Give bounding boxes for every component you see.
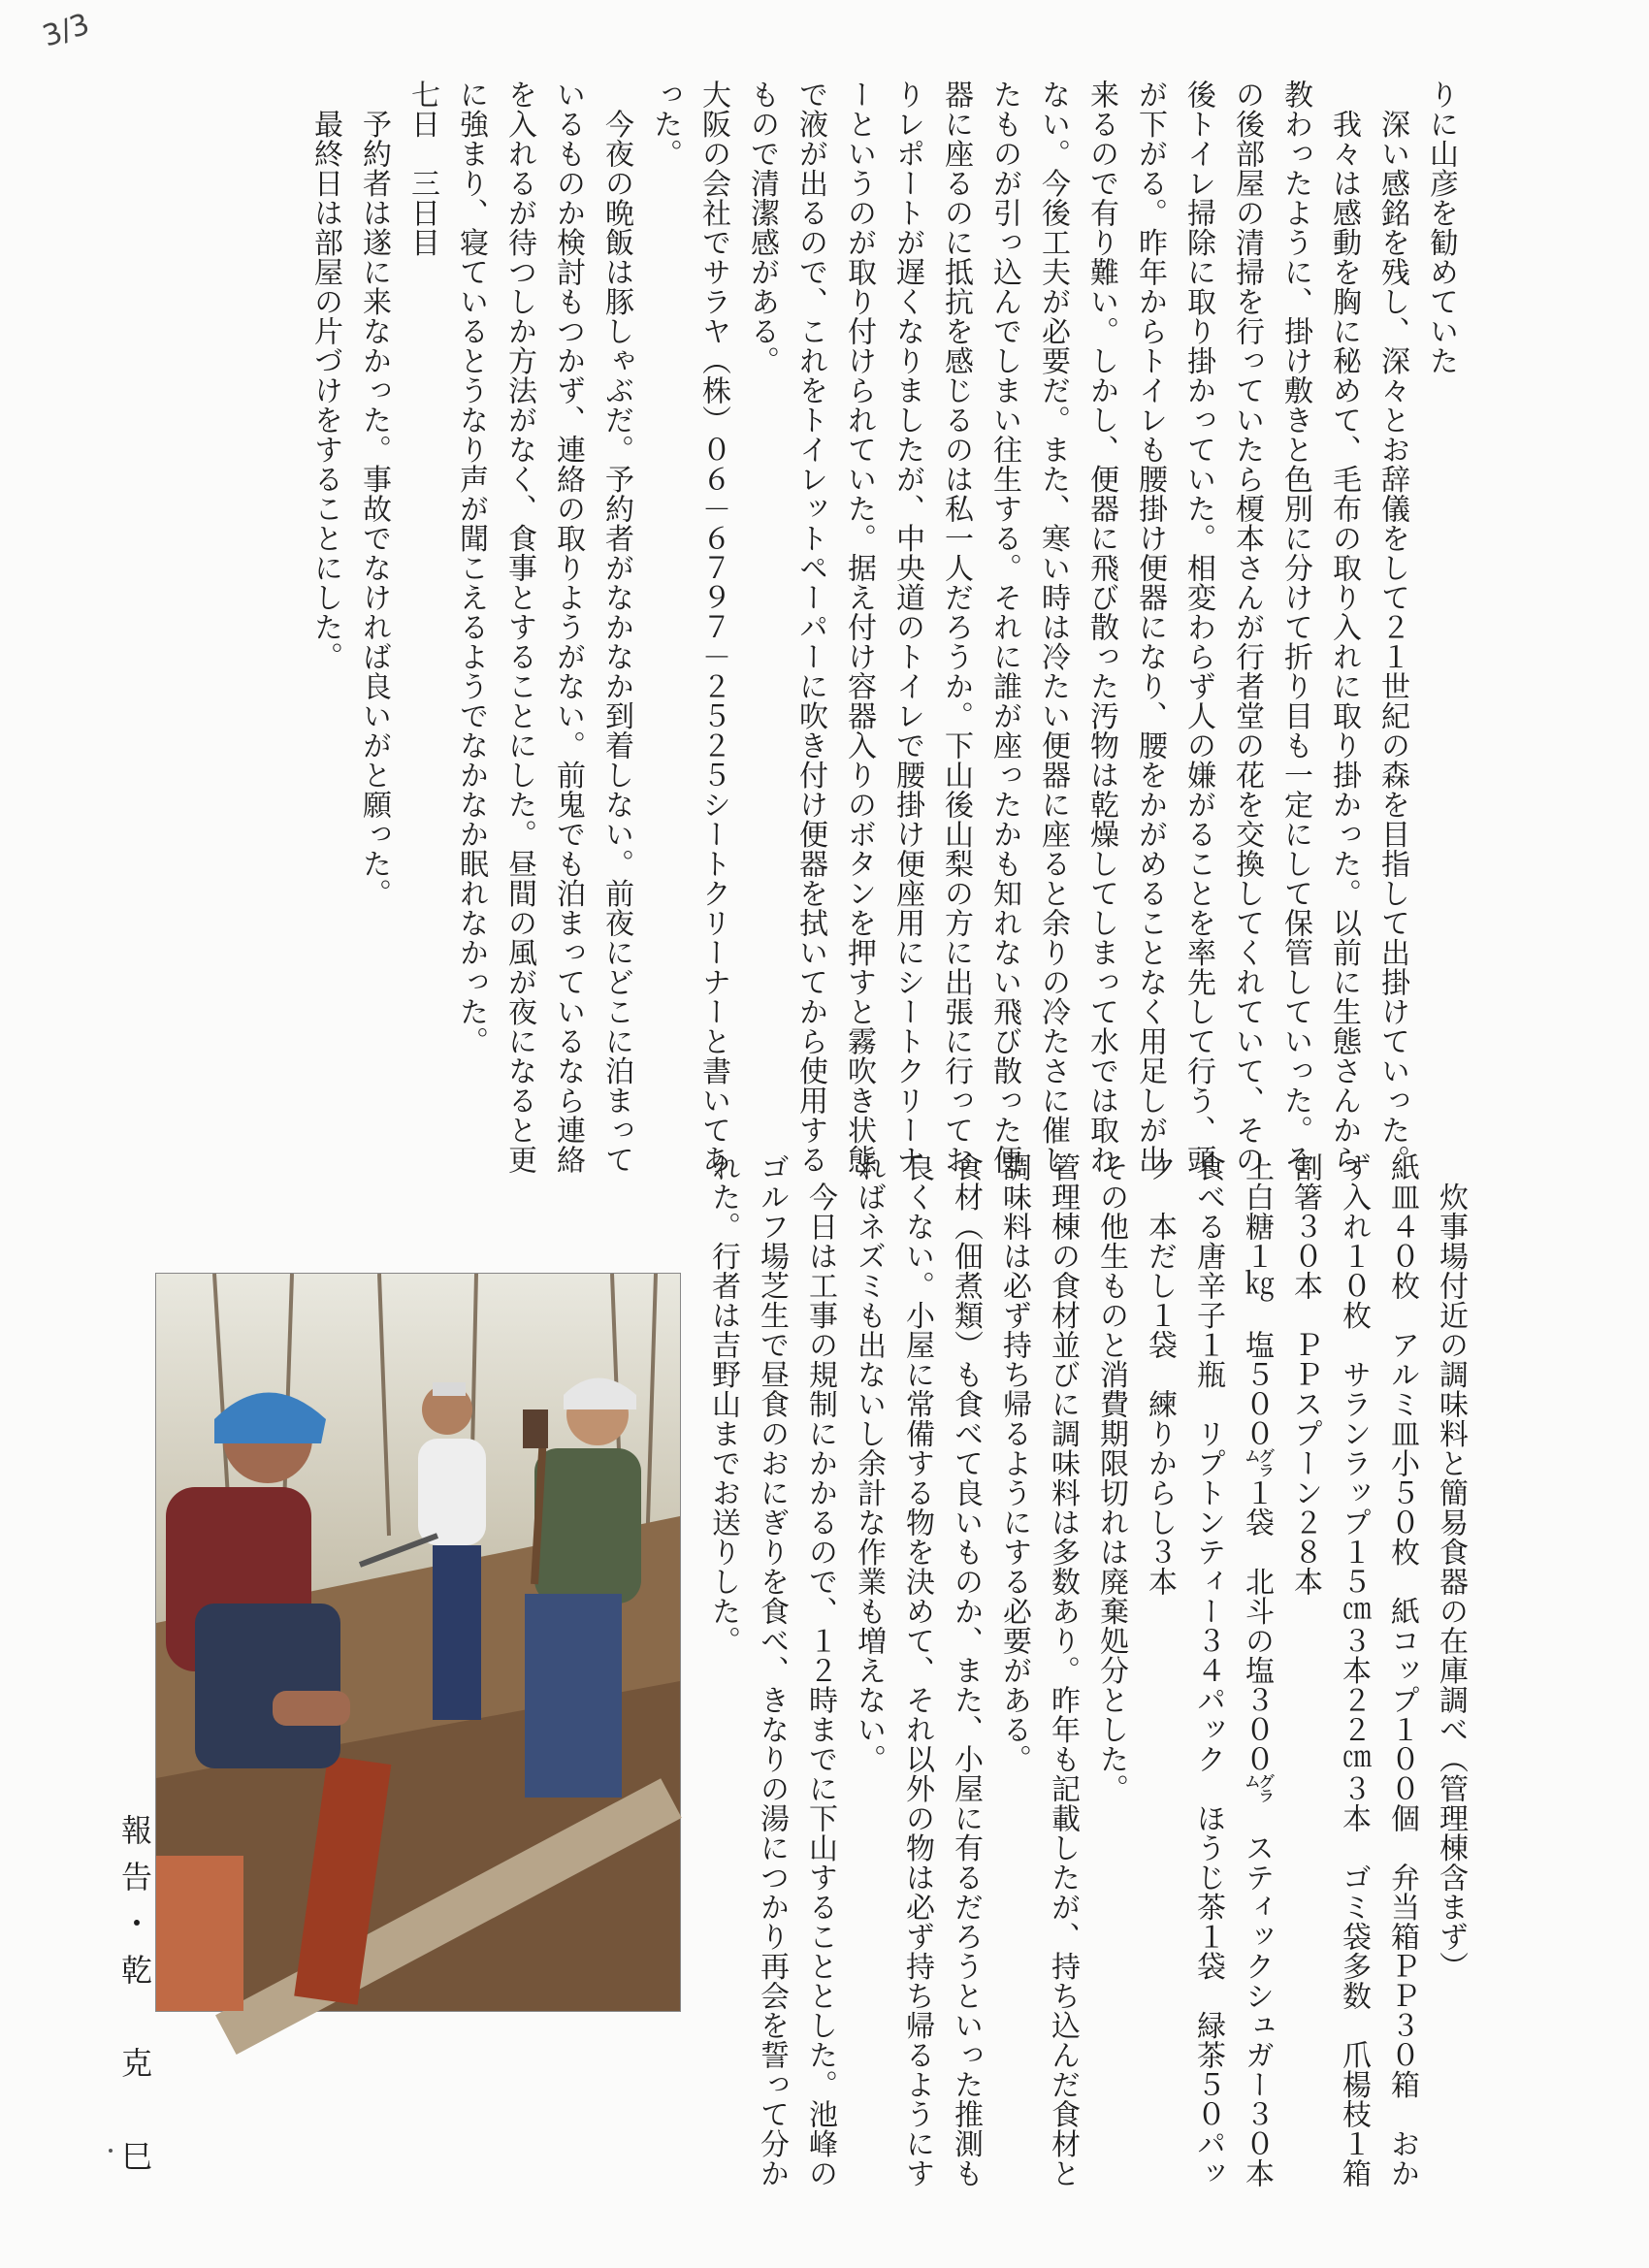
page-number: 3/3 bbox=[38, 7, 94, 54]
trail-work-photo-illustration bbox=[156, 1274, 680, 2011]
main-text-lower: 炊事場付近の調味料と簡易食器の在庫調べ（管理棟含まず） 紙皿４０枚 アルミ皿小５０枚 紙コップ１００個 弁当箱ＰＰ３０箱 おかず入れ１０枚 サランラップ１５㎝３本２２㎝３本 ゴミ袋多数 爪楊枝１箱 割箸３０本 ＰＰスプーン２８本 上白糖１㎏ 塩５００㌘１袋 北斗の塩３００㌘ スティックシュガー３０本 食べる唐辛子１瓶 リプトンティー３４パック ほうじ茶１袋 緑茶５０パック 本だし１袋 練りからし３本 その他生ものと消費期限切れは廃棄処分とした。 管理棟の食材並びに調味料は多数あり。昨年も記載したが、持ち込んだ食材と調味料は必ず持ち帰るようにする必要がある。 食材（佃煮類）も食べて良いものか、また、小屋に有るだろうといった推測も良くない。小屋に常備する物を決めて、それ以外の物は必ず持ち帰るようにすればネズミも出ないし余計な作業も増えない。 今日は工事の規制にかかるので、１２時までに下山することとした。池峰のゴルフ場芝生で昼食のおにぎりを食べ、きなりの湯につかり再会を誓って分かれた。行者は吉野山までお送りした。 bbox=[706, 1152, 1468, 2188]
margin-mark bbox=[109, 2149, 113, 2153]
report-credit: 報告・乾 克 巳 bbox=[116, 1814, 153, 2187]
trail-work-photo bbox=[155, 1273, 681, 2012]
main-text-upper: りに山彦を勧めていた 深い感銘を残し、深々とお辞儀をして２１世紀の森を目指して出掛けていった。 我々は感動を胸に秘めて、毛布の取り入れに取り掛かった。以前に生態さんから教わったように、掛け敷きと色別に分けて折り目も一定にして保管していった。その後部屋の清掃を行っていたら榎本さんが行者堂の花を交換してくれていて、その後トイレ掃除に取り掛かっていた。相変わらず人の嫌がることを率先して行う、頭が下がる。昨年からトイレも腰掛け便器になり、腰をかがめることなく用足しが出来るので有り難い。しかし、便器に飛び散った汚物は乾燥してしまって水では取れない。今後工夫が必要だ。また、寒い時は冷たい便器に座ると余りの冷たさに催したものが引っ込んでしまい往生する。それに誰が座ったかも知れない飛び散った便器に座るのに抵抗を感じるのは私一人だろうか。下山後山梨の方に出張に行っておりレポートが遅くなりましたが、中央道のトイレで腰掛け便座用にシートクリーナーというのが取り付けられていた。据え付け容器入りのボタンを押すと霧吹き状態で液が出るので、これをトイレットペーパーに吹き付け便器を拭いてから使用するもので清潔感がある。 大阪の会社でサラヤ（株）０６－６７９７－２５２５シートクリーナーと書いてあった。 今夜の晩飯は豚しゃぶだ。予約者がなかなか到着しない。前夜にどこに泊まっているものか検討もつかず、連絡の取りようがない。前鬼でも泊まっているなら連絡を入れるが待つしか方法がなく、食事とすることにした。昼間の風が夜になると更に強まり、寝ているとうなり声が聞こえるようでなかなか眠れなかった。 七日 三日目 予約者は遂に来なかった。事故でなければ良いがと願った。 最終日は部屋の片づけをすることにした。 bbox=[308, 80, 1458, 1175]
